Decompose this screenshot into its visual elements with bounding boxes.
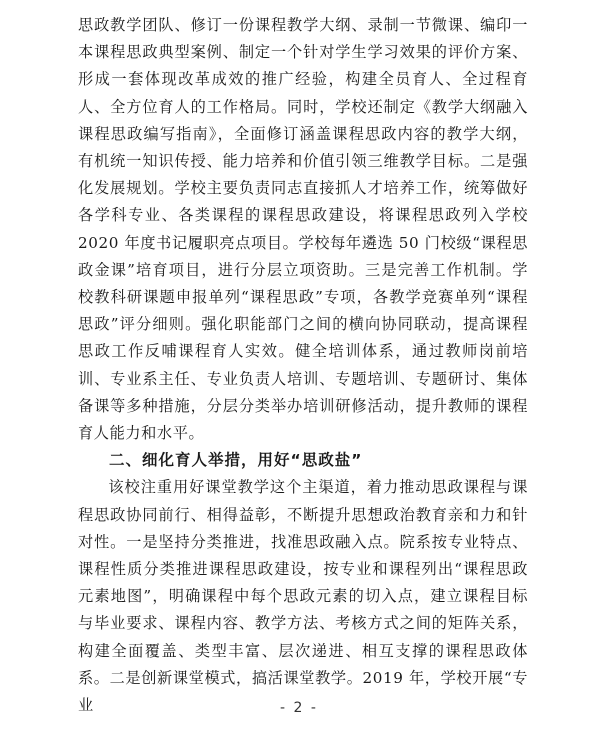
document-body xyxy=(78,12,528,719)
page-number: - 2 - xyxy=(280,700,318,716)
paragraph: 该校注重用好课堂教学这个主渠道，着力推动思政课程与课程思政协同前行、相得益彰，不断提升思想政治教育亲和力和针对性。一是坚持分类推进，找准思政融入点。院系按专业特点、课程性质分类推进课程思政建设，按专业和课程列出“课程思政元素地图”，明确课程中每个思政元素的切入点，建立课程目标与毕业要求、课程内容、教学方法、考核方式之间的矩阵关系，构建全面覆盖、类型丰富、层次递进、相互支撑的课程思政体系。二是创新课堂模式，搞活课堂教学。2019 年，学校开展“专业 xyxy=(78,478,528,715)
paragraph-continued: 思政教学团队、修订一份课程教学大纲、录制一节微课、编印一本课程思政典型案例、制定一个针对学生学习效果的评价方案、形成一套体现改革成效的推广经验，构建全员育人、全过程育人、全方位育人的工作格局。同时，学校还制定《教学大纲融入课程思政编写指南》，全面修订涵盖课程思政内容的教学大纲，有机统一知识传授、能力培养和价值引领三维教学目标。二是强化发展规划。学校主要负责同志直接抓人才培养工作，统筹做好各学科专业、各类课程的课程思政建设，将课程思政列入学校 2020 年度书记履职亮点项目。学校每年遴选 50 门校级“课程思政金课”培育项目，进行分层立项资助。三是完善工作机制。学校教科研课题申报单列“课程思政”专项，各教学竞赛单列“课程思政”评分细则。强化职能部门之间的横向协同联动，提高课程思政工作反哺课程育人实效。健全培训体系，通过教师岗前培训、专业系主任、专业负责人培训、专题培训、专题研讨、集体备课等多种措施，分层分类举办培训研修活动，提升教师的课程育人能力和水平。 xyxy=(78,16,528,443)
section-heading: 二、细化育人举措，用好“思政盐” xyxy=(109,451,363,470)
